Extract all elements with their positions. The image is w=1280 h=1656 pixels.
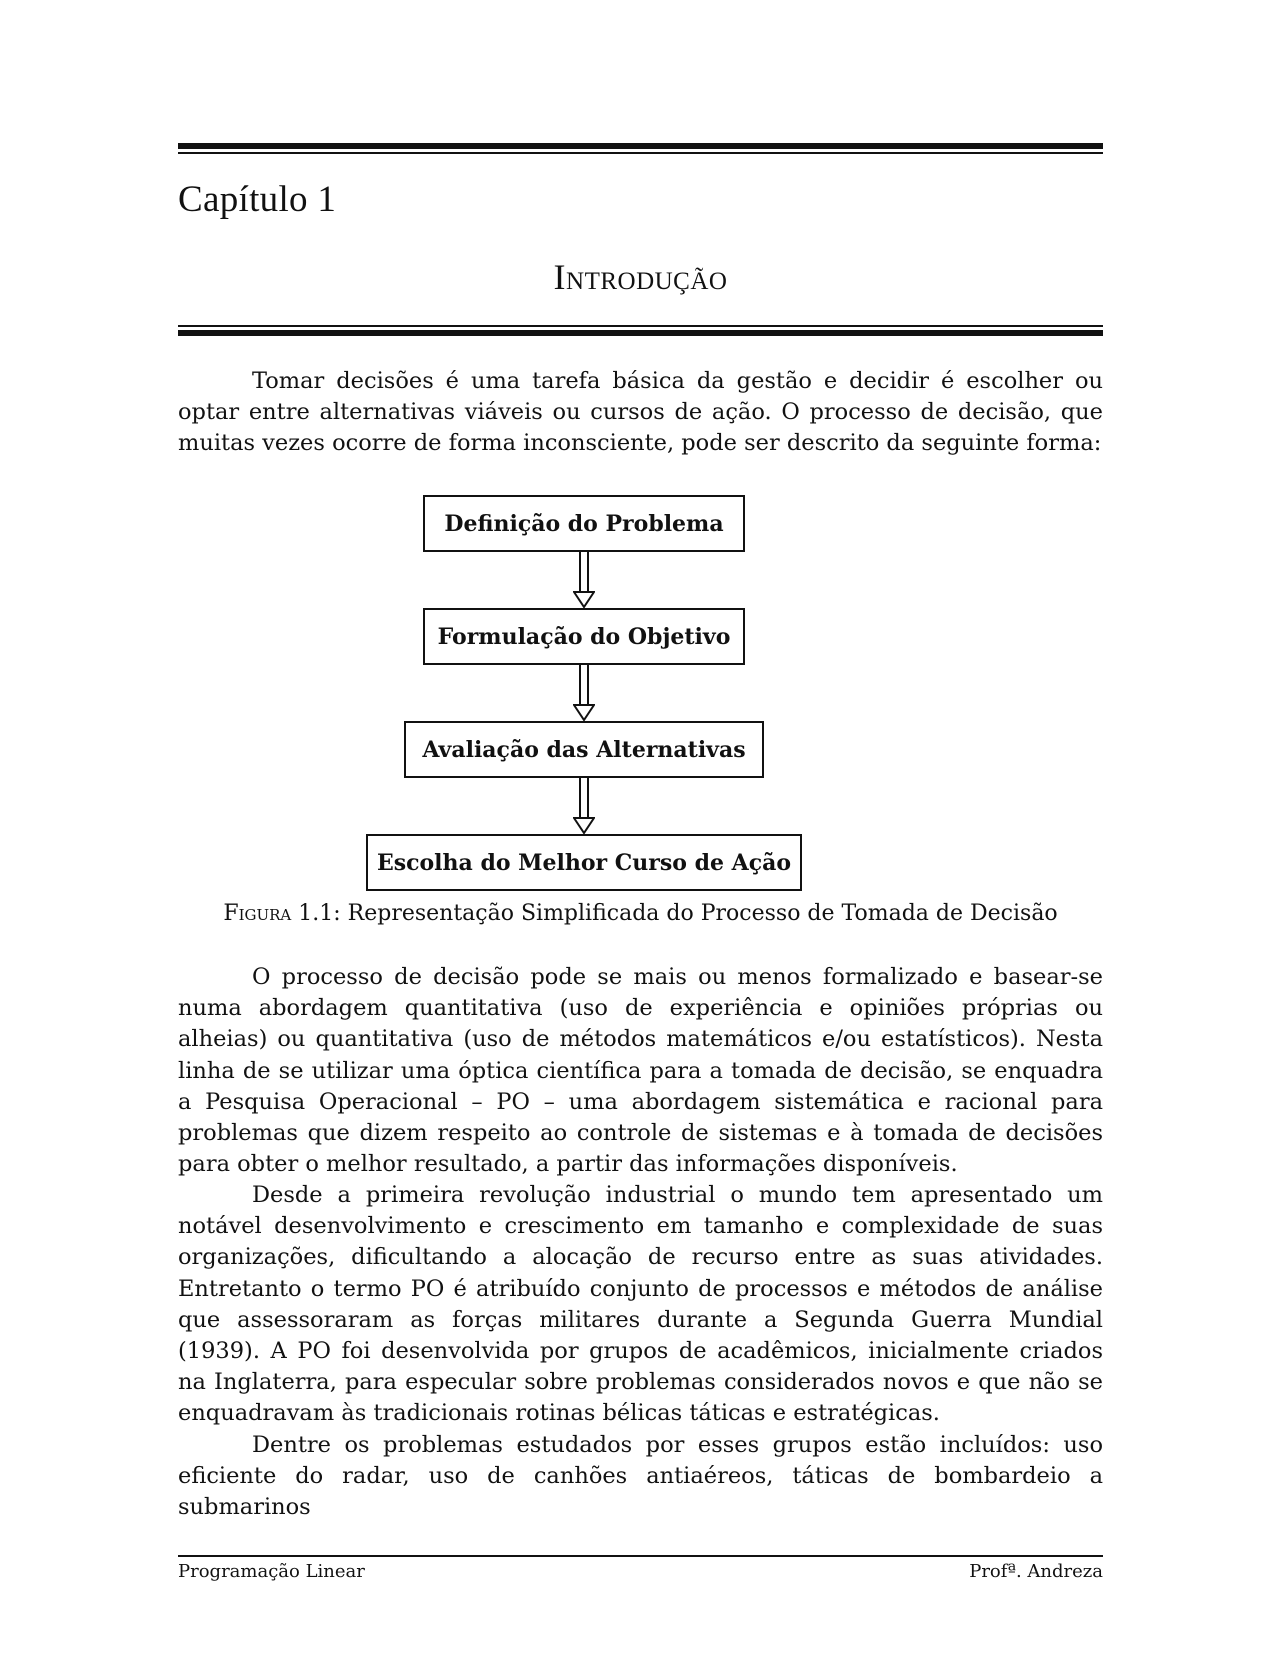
decision-process-flowchart <box>178 495 1103 895</box>
flow-step-objective-formulation: Formulação do Objetivo <box>423 608 745 665</box>
document-page <box>178 0 1103 1656</box>
chapter-label: Capítulo 1 <box>178 179 337 220</box>
footer-author: Profª. Andreza <box>969 1561 1103 1582</box>
header-top-rule <box>178 143 1103 154</box>
figure-caption <box>178 901 1103 926</box>
footer-rule <box>178 1555 1103 1557</box>
footer-course-title: Programação Linear <box>178 1561 365 1582</box>
flow-step-best-action-choice: Escolha do Melhor Curso de Ação <box>366 834 802 891</box>
down-arrow-icon <box>573 552 595 608</box>
down-arrow-icon <box>573 665 595 721</box>
down-arrow-icon <box>573 778 595 834</box>
paragraph-history: Desde a primeira revolução industrial o mundo tem apresentado um notável desenvolvimento e crescimento em tamanho e complexidade de suas organizações, dificultando a alocação de recurso entre as suas atividades. Entretanto o termo PO é atribuído conjunto de processos e métodos de análise que assessoraram as forças militares durante a Segunda Guerra Mundial (1939). A PO foi desenvolvida por grupos de acadêmicos, inicialmente criados na Inglaterra, para especular sobre problemas considerados novos e que não se enquadravam às tradicionais rotinas bélicas táticas e estratégicas. <box>178 1182 1103 1427</box>
figure-caption-text: Representação Simplificada do Processo de Tomada de Decisão <box>340 901 1058 926</box>
paragraph-problems: Dentre os problemas estudados por esses grupos estão incluídos: uso eficiente do radar, uso de canhões antiaéreos, táticas de bombardeio a submarinos <box>178 1432 1103 1521</box>
paragraph-intro: Tomar decisões é uma tarefa básica da gestão e decidir é escolher ou optar entre alternativas viáveis ou cursos de ação. O processo de decisão, que muitas vezes ocorre de forma inconsciente, pode ser descrito da seguinte forma: <box>178 368 1103 457</box>
chapter-title: Introdução <box>553 257 728 297</box>
figure-caption-prefix: Figura 1.1: <box>223 901 341 926</box>
header-bottom-rule <box>178 325 1103 336</box>
paragraph-decision-process: O processo de decisão pode se mais ou menos formalizado e basear-se numa abordagem quantitativa (uso de experiência e opiniões próprias ou alheias) ou quantitativa (uso de métodos matemáticos e/ou estatísticos). Nesta linha de se utilizar uma óptica científica para a tomada de decisão, se enquadra a Pesquisa Operacional – PO – uma abordagem sistemática e racional para problemas que dizem respeito ao controle de sistemas e à tomada de decisões para obter o melhor resultado, a partir das informações disponíveis. <box>178 964 1103 1178</box>
flow-step-alternatives-evaluation: Avaliação das Alternativas <box>404 721 764 778</box>
flow-step-problem-definition: Definição do Problema <box>423 495 745 552</box>
